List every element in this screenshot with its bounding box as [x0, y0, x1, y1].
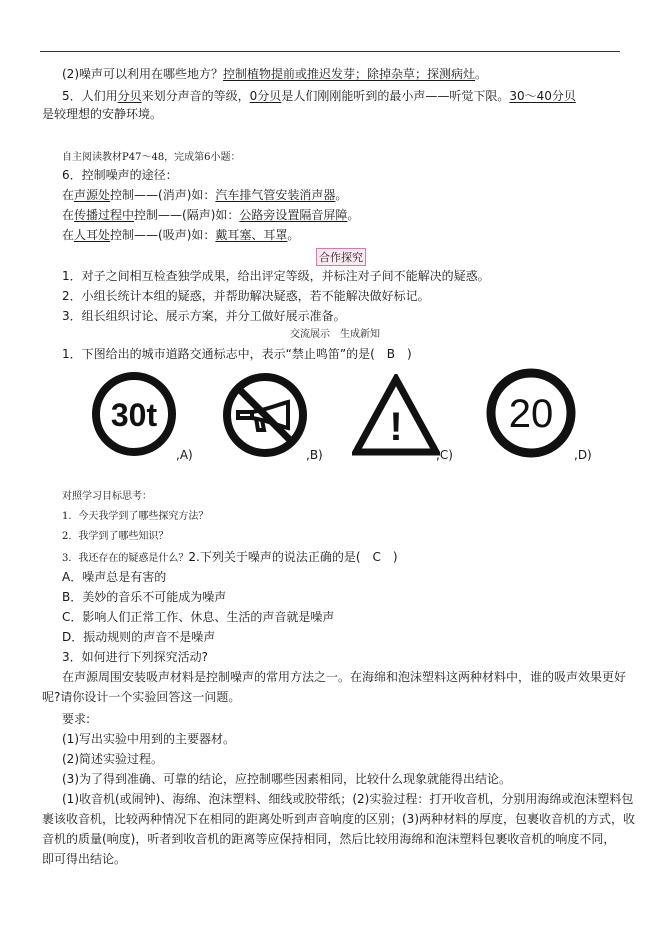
question-text: 来划分声音的等级， — [141, 89, 250, 103]
answer-text: 控制植物提前或推迟发芽；除掉杂草；探测病灶 — [223, 67, 476, 81]
reflect-item: 2．我学到了哪些知识？ — [62, 531, 169, 542]
noise-control-row — [62, 187, 347, 203]
answer-text: 公路旁设置隔音屏障 — [239, 208, 348, 222]
option-a: A．噪声总是有害的 — [62, 570, 167, 584]
answer-text: 声源处 — [74, 188, 111, 202]
answer-text: 汽车排气管安装消声器 — [215, 188, 336, 202]
answer-text: 0分贝 — [249, 89, 282, 103]
header-rule — [40, 51, 620, 52]
row-text: 。 — [335, 188, 348, 202]
reflect-text: 3．我还存在的疑惑是什么？ — [62, 553, 189, 564]
requirements-label: 要求: — [62, 712, 91, 726]
requirement-item: (3)为了得到准确、可靠的结论，应控制哪些因素相同，比较什么现象就能得出结论。 — [62, 772, 512, 786]
option-b: B．美妙的音乐不可能成为噪声 — [62, 590, 227, 604]
weight-limit-sign-icon — [92, 372, 176, 456]
option-c: C．影响人们正常工作、休息、生活的声音就是噪声 — [62, 610, 335, 624]
warning-triangle-sign-icon — [352, 374, 440, 456]
coop-heading: 合作探究 — [316, 248, 366, 266]
answer-line: (1)收音机(或闹钟)、海绵、泡沫塑料、细线或胶带纸；(2)实验过程：打开收音机，分别用海绵或泡沫塑料包 — [62, 792, 634, 806]
question-1-text: 1．下图给出的城市道路交通标志中，表示“禁止鸣笛”的是( B ) — [62, 347, 412, 361]
noise-control-row — [62, 227, 299, 243]
requirement-item: (2)简述实验过程。 — [62, 752, 163, 766]
row-text: 在 — [62, 228, 75, 242]
option-d: D．振动规则的声音不是噪声 — [62, 630, 216, 644]
question-text: 。 — [475, 67, 488, 81]
reflect-title: 对照学习目标思考： — [62, 491, 152, 502]
question-6-title: 6．控制噪声的途径： — [62, 168, 178, 182]
row-text: 控制——(吸声)如： — [110, 228, 216, 242]
question-3-para: 呢?请你设计一个实验回答这一问题。 — [42, 690, 241, 704]
question-2-line — [62, 66, 487, 82]
option-b-label: ,B) — [306, 448, 323, 462]
noise-control-row — [62, 207, 359, 223]
coop-item: 1．对子之间相互检查独学成果，给出评定等级，并标注对子间不能解决的疑惑。 — [62, 269, 490, 283]
answer-text: 人耳处 — [74, 228, 111, 242]
row-text: 。 — [287, 228, 300, 242]
sign-text: ! — [389, 405, 403, 449]
sign-text: 30t — [110, 397, 158, 433]
answer-text: 戴耳塞、耳罩 — [215, 228, 288, 242]
coop-item: 3．组长组织讨论、展示方案，并分工做好展示准备。 — [62, 309, 346, 323]
exchange-heading: 交流展示 生成新知 — [290, 329, 380, 340]
reflect-item: 1．今天我学到了哪些探究方法？ — [62, 511, 209, 522]
answer-line: 音机的质量(响度)，听者到收音机的距离等应保持相同，然后比较用海绵和泡沫塑料包裹收音机的响度不同， — [42, 832, 616, 846]
requirement-item: (1)写出实验中用到的主要器材。 — [62, 732, 235, 746]
option-c-label: ,C) — [436, 448, 453, 462]
row-text: 控制——(隔声)如： — [134, 208, 240, 222]
question-text: 5．人们用 — [62, 89, 118, 103]
question-2-text: 2.下列关于噪声的说法正确的是( C ) — [188, 550, 398, 564]
question-text: 是人们刚刚能听到的最小声——听觉下限。 — [281, 89, 510, 103]
reflect-item — [62, 549, 398, 567]
row-text: 控制——(消声)如： — [110, 188, 216, 202]
option-a-label: ,A) — [176, 448, 193, 462]
row-text: 在 — [62, 208, 75, 222]
speed-limit-sign-icon — [486, 368, 576, 458]
question-5-line-cont — [42, 106, 162, 122]
row-text: 在 — [62, 188, 75, 202]
answer-line: 即可得出结论。 — [42, 852, 127, 866]
answer-text: 传播过程中 — [74, 208, 135, 222]
answer-text: 30～40分贝 — [509, 89, 576, 103]
self-read-instruction: 自主阅读教材P47～48，完成第6小题： — [62, 152, 241, 163]
sign-text: 20 — [508, 392, 554, 436]
question-text: (2)噪声可以利用在哪些地方？ — [62, 67, 223, 81]
no-horn-sign-icon — [222, 372, 308, 458]
answer-line: 裹该收音机，比较两种情况下在相同的距离处听到声音响度的区别；(3)两种材料的厚度，包裹收音机的方式，收 — [42, 812, 636, 826]
question-5-line — [62, 88, 576, 104]
question-3-para: 在声源周围安装吸声材料是控制噪声的常用方法之一。在海绵和泡沫塑料这两种材料中，谁的吸声效果更好 — [62, 670, 627, 684]
coop-item: 2．小组长统计本组的疑惑，并帮助解决疑惑，若不能解决做好标记。 — [62, 289, 430, 303]
option-d-label: ,D) — [574, 448, 592, 462]
answer-text: 分贝 — [117, 89, 142, 103]
question-text: 是较理想的安静环境。 — [42, 107, 163, 121]
row-text: 。 — [347, 208, 360, 222]
question-3-title: 3．如何进行下列探究活动? — [62, 650, 209, 664]
